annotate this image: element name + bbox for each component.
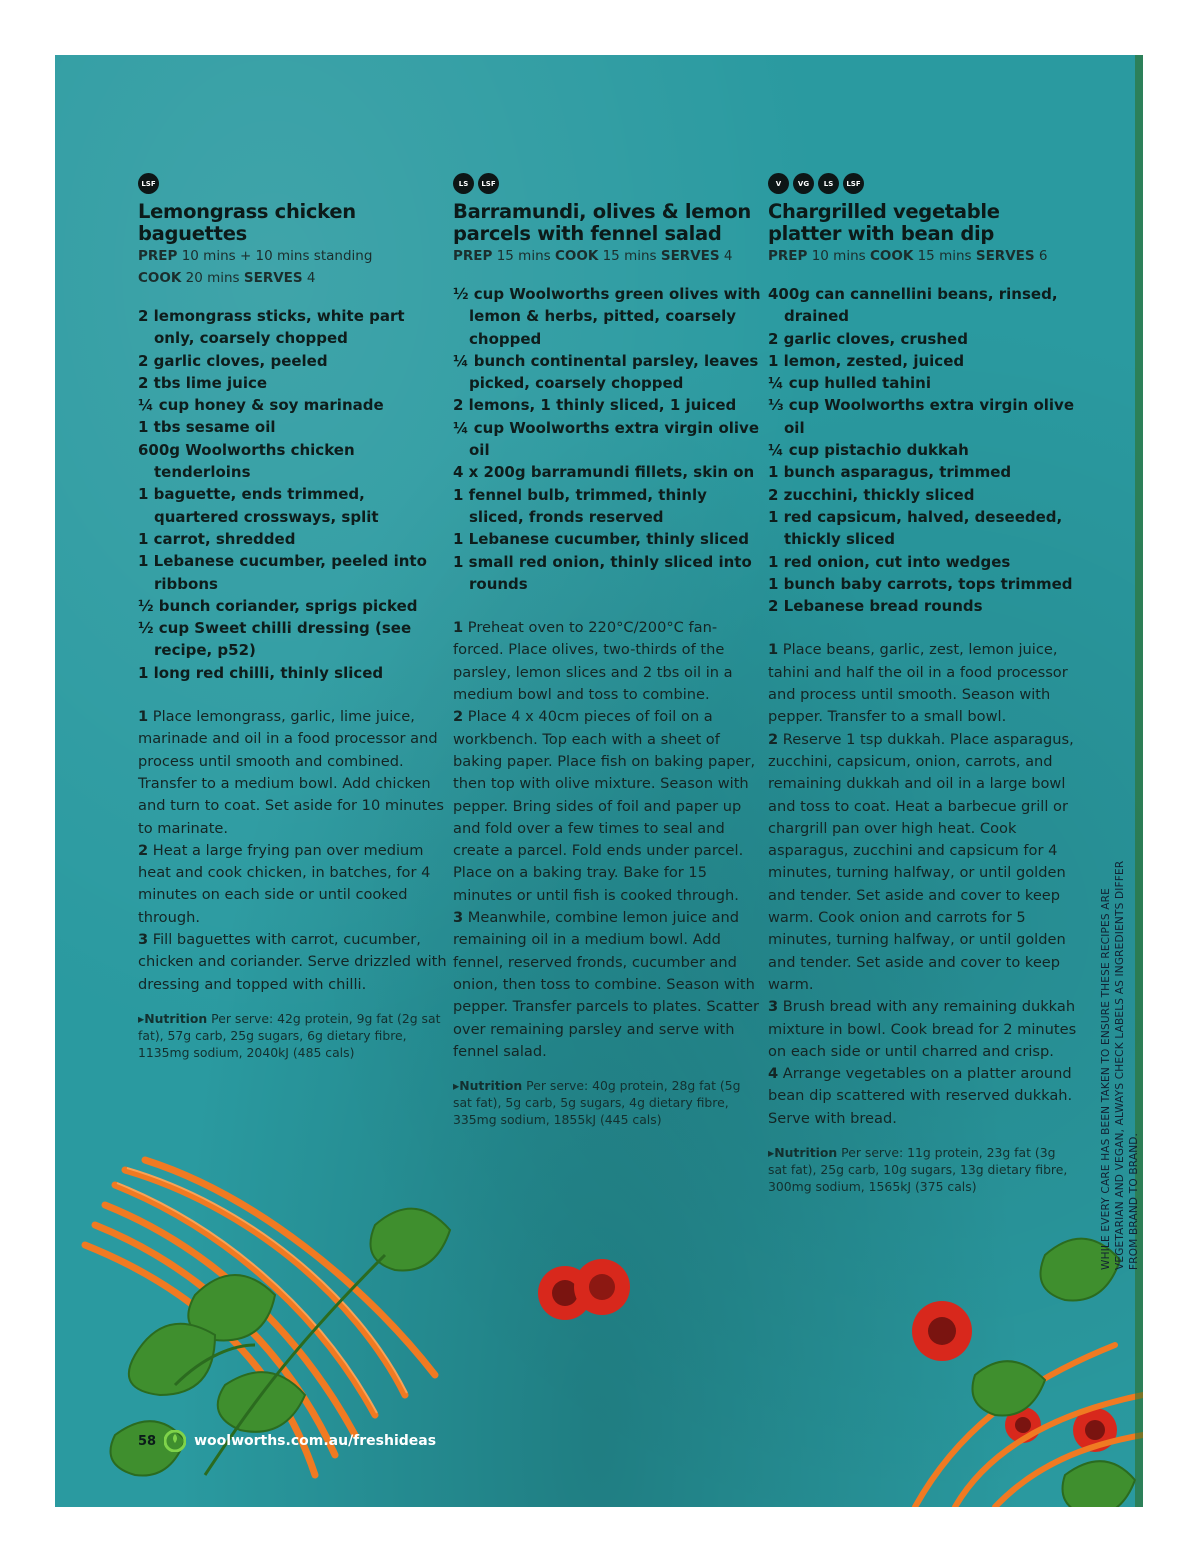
diet-badges <box>453 173 763 195</box>
method-step: 2 Heat a large frying pan over medium heat and cook chicken, in batches, for 4 minutes on each side or until cooked through. <box>138 841 431 926</box>
ingredient-item: 2 garlic cloves, peeled <box>138 351 328 370</box>
footer-link[interactable]: woolworths.com.au/freshideas <box>194 1433 437 1449</box>
ingredient-item: ½ cup Woolworths green olives with lemon & herbs, pitted, coarsely chopped <box>453 285 761 348</box>
triangle-icon: ▸ <box>453 1078 460 1094</box>
diet-badges <box>138 173 448 195</box>
diet-badges <box>768 173 1078 195</box>
ingredient-item: ¼ cup pistachio dukkah <box>768 441 969 460</box>
method-step: 3 Meanwhile, combine lemon juice and remaining oil in a medium bowl. Add fennel, reserved fronds, cucumber and onion, then toss to combine. Season with pepper. Transfer parcels to plates. Scatter over remaining parsley and serve with fennel salad. <box>453 909 759 1060</box>
diet-badge: LSF <box>478 173 499 194</box>
ingredient-item: 1 lemon, zested, juiced <box>768 351 965 370</box>
ingredient-item: 1 tbs sesame oil <box>138 418 276 437</box>
triangle-icon: ▸ <box>138 1010 145 1026</box>
ingredient-item: 1 bunch baby carrots, tops trimmed <box>768 574 1073 593</box>
ingredient-item: 1 red onion, cut into wedges <box>768 552 1011 571</box>
method-step: 3 Brush bread with any remaining dukkah mixture in bowl. Cook bread for 2 minutes on each side or until charred and crisp. <box>768 998 1077 1060</box>
method-step: 1 Place beans, garlic, zest, lemon juice, tahini and half the oil in a food processor and process until smooth. Season with pepper. Transfer to a small bowl. <box>768 641 1068 726</box>
ingredient-item: 2 tbs lime juice <box>138 373 268 392</box>
recipe-title: Chargrilled vegetable platter with bean dip <box>768 200 1000 245</box>
diet-badge: LSF <box>843 173 864 194</box>
method-steps <box>138 706 448 996</box>
method-steps <box>768 639 1078 1130</box>
ingredient-item: 2 zucchini, thickly sliced <box>768 485 975 504</box>
nutrition-info: ▸Nutrition Per serve: 11g protein, 23g fat (3g sat fat), 25g carb, 10g sugars, 13g dietary fibre, 300mg sodium, 1565kJ (375 cals) <box>768 1144 1068 1194</box>
recipe-meta: PREP 15 mins COOK 15 mins SERVES 4 <box>453 248 733 264</box>
recipe-title: Lemongrass chicken baguettes <box>138 200 356 245</box>
diet-badge: LSF <box>138 173 159 194</box>
recipe-chargrilled-vegetable-platter <box>768 173 1078 1195</box>
ingredient-item: 600g Woolworths chicken tenderloins <box>138 440 355 482</box>
recipe-meta: PREP 10 mins + 10 mins standing COOK 20 mins SERVES 4 <box>138 248 373 286</box>
recipe-meta: PREP 10 mins COOK 15 mins SERVES 6 <box>768 248 1048 264</box>
recipe-title: Barramundi, olives & lemon parcels with fennel salad <box>453 200 751 245</box>
method-step: 2 Reserve 1 tsp dukkah. Place asparagus, zucchini, capsicum, onion, carrots, and remaining dukkah and oil in a large bowl and toss to coat. Heat a barbecue grill or chargrill pan over high heat. Cook asparagus, zucchini and capsicum for 4 minutes, turning halfway, or until golden and tender. Set aside and cover to keep warm. Cook onion and carrots for 5 minutes, turning halfway, or until golden and tender. Set aside and cover to keep warm. <box>768 730 1074 993</box>
ingredient-item: 1 red capsicum, halved, deseeded, thickly sliced <box>768 507 1063 549</box>
method-step: 2 Place 4 x 40cm pieces of foil on a workbench. Top each with a sheet of baking paper. Place fish on baking paper, then top with olive mixture. Season with pepper. Bring sides of foil and paper up and fold over a few times to seal and create a parcel. Fold ends under parcel. Place on a baking tray. Bake for 15 minutes or until fish is cooked through. <box>453 708 756 904</box>
woolworths-logo-icon <box>164 1430 186 1452</box>
dietary-disclaimer: WHILE EVERY CARE HAS BEEN TAKEN TO ENSURE THESE RECIPES ARE VEGETARIAN AND VEGAN, ALWAYS CHECK LABELS AS INGREDIENTS DIFFER FROM BRAND TO BRAND. <box>1100 860 1140 1270</box>
ingredient-list <box>453 283 763 595</box>
method-steps <box>453 617 763 1063</box>
ingredient-item: 1 bunch asparagus, trimmed <box>768 463 1012 482</box>
chilli-slices <box>538 1259 1117 1452</box>
ingredient-item: 4 x 200g barramundi fillets, skin on <box>453 463 755 482</box>
diet-badge: V <box>768 173 789 194</box>
ingredient-item: ¼ bunch continental parsley, leaves picked, coarsely chopped <box>453 351 759 393</box>
nutrition-info: ▸Nutrition Per serve: 40g protein, 28g fat (5g sat fat), 5g carb, 5g sugars, 4g dietary fibre, 335mg sodium, 1855kJ (445 cals) <box>453 1078 741 1128</box>
method-step: 4 Arrange vegetables on a platter around bean dip scattered with reserved dukkah. Serve with bread. <box>768 1065 1073 1127</box>
ingredient-item: 1 baguette, ends trimmed, quartered crossways, split <box>138 485 379 526</box>
ingredient-item: 1 Lebanese cucumber, peeled into ribbons <box>138 552 427 593</box>
method-step: 1 Place lemongrass, garlic, lime juice, marinade and oil in a food processor and process until smooth and combined. Transfer to a medium bowl. Add chicken and turn to coat. Set aside for 10 minutes to marinate. <box>138 708 444 837</box>
ingredient-item: ½ bunch coriander, sprigs picked <box>138 596 418 615</box>
ingredient-list <box>138 305 448 684</box>
recipe-lemongrass-chicken <box>138 173 448 1061</box>
nutrition-info: ▸Nutrition Per serve: 42g protein, 9g fat (2g sat fat), 57g carb, 25g sugars, 6g dietary fibre, 1135mg sodium, 2040kJ (485 cals) <box>138 1010 441 1060</box>
ingredient-item: 1 small red onion, thinly sliced into rounds <box>453 552 752 593</box>
ingredient-item: 2 garlic cloves, crushed <box>768 329 968 348</box>
ingredient-item: 2 lemongrass sticks, white part only, coarsely chopped <box>138 307 405 348</box>
triangle-icon: ▸ <box>768 1144 775 1160</box>
ingredient-item: ¼ cup hulled tahini <box>768 374 931 393</box>
ingredient-item: ¼ cup Woolworths extra virgin olive oil <box>453 418 759 460</box>
ingredient-item: 1 long red chilli, thinly sliced <box>138 663 384 682</box>
ingredient-item: ½ cup Sweet chilli dressing (see recipe, p52) <box>138 619 412 660</box>
ingredient-item: 1 Lebanese cucumber, thinly sliced <box>453 530 750 549</box>
ingredient-item: 1 carrot, shredded <box>138 529 296 548</box>
ingredient-item: ⅓ cup Woolworths extra virgin olive oil <box>768 396 1074 437</box>
ingredient-item: 1 fennel bulb, trimmed, thinly sliced, fronds reserved <box>453 485 707 526</box>
page-number: 58 <box>138 1433 157 1449</box>
diet-badge: LS <box>818 173 839 194</box>
diet-badge: VG <box>793 173 814 194</box>
recipe-barramundi-parcels <box>453 173 763 1128</box>
page-footer <box>138 1430 436 1452</box>
ingredient-item: 2 lemons, 1 thinly sliced, 1 juiced <box>453 396 737 415</box>
method-step: 1 Preheat oven to 220°C/200°C fan-forced. Place olives, two-thirds of the parsley, lemon slices and 2 tbs oil in a medium bowl and toss to combine. <box>453 619 733 704</box>
ingredient-item: ¼ cup honey & soy marinade <box>138 396 384 415</box>
ingredient-list <box>768 283 1078 617</box>
recipe-page <box>55 55 1143 1507</box>
method-step: 3 Fill baguettes with carrot, cucumber, chicken and coriander. Serve drizzled with dressing and topped with chilli. <box>138 931 447 993</box>
diet-badge: LS <box>453 173 474 194</box>
ingredient-item: 400g can cannellini beans, rinsed, drained <box>768 285 1058 326</box>
ingredient-item: 2 Lebanese bread rounds <box>768 597 983 616</box>
